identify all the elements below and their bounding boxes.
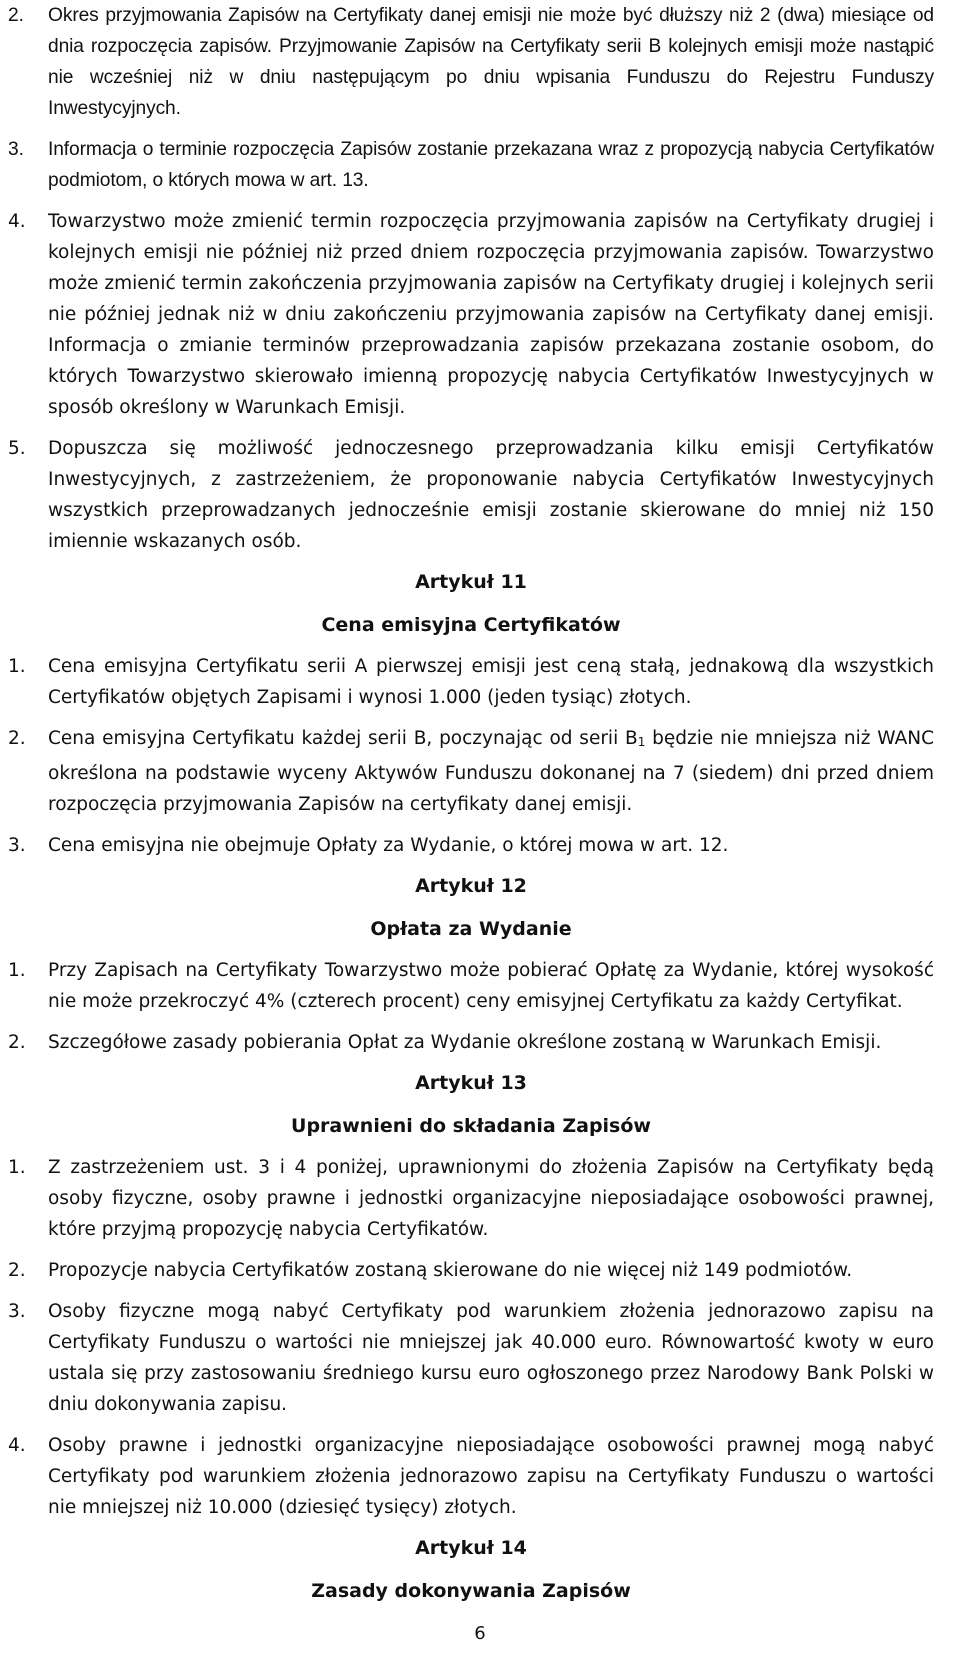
paragraph-item: [8, 1152, 934, 1245]
paragraph-text: Informacja o terminie rozpoczęcia Zapisów zostanie przekazana wraz z propozycją nabycia Certyfikatów podmiotom, o których mowa w art. 13.: [48, 139, 934, 191]
paragraph-text: Osoby prawne i jednostki organizacyjne nieposiadające osobowości prawnej mogą nabyć Certyfikaty pod warunkiem złożenia jednorazowo zapisu na Certyfikaty Funduszu o wartości nie mniejszej niż 10.000 (dziesięć tysięcy) złotych.: [48, 1435, 934, 1518]
paragraph-item: [8, 1296, 934, 1420]
paragraph-item: [8, 134, 934, 196]
paragraph-text-part: będzie nie mniejsza niż WANC określona na podstawie wyceny Aktywów Funduszu dokonanej na 7 (siedem) dni przed dniem rozpoczęcia przyjmowania Zapisów na certyfikaty danej emisji.: [48, 728, 934, 815]
paragraph-number: 2.: [8, 5, 24, 26]
paragraph-text: Przy Zapisach na Certyfikaty Towarzystwo może pobierać Opłatę za Wydanie, której wysokość nie może przekroczyć 4% (czterech procent) ceny emisyjnej Certyfikatu za każdy Certyfikat.: [48, 960, 934, 1012]
article-title: Opłata za Wydanie: [370, 918, 572, 940]
page-number: 6: [474, 1623, 486, 1644]
series-subscript: 1: [637, 735, 646, 749]
article-number: Artykuł 13: [415, 1072, 527, 1094]
paragraph-item: [8, 830, 934, 861]
paragraph-number: 5.: [8, 438, 26, 459]
paragraph-text: Propozycje nabycia Certyfikatów zostaną skierowane do nie więcej niż 149 podmiotów.: [48, 1260, 853, 1281]
paragraph-text: Cena emisyjna Certyfikatu serii A pierwszej emisji jest ceną stałą, jednakową dla wszystkich Certyfikatów objętych Zapisami i wynosi 1.000 (jeden tysiąc) złotych.: [48, 656, 934, 708]
paragraph-item: [8, 1027, 934, 1058]
article-number: Artykuł 14: [415, 1537, 527, 1559]
paragraph-item: [8, 0, 934, 124]
article-number: Artykuł 12: [415, 875, 527, 897]
paragraph-item: [8, 723, 934, 820]
paragraph-text: Osoby fizyczne mogą nabyć Certyfikaty pod warunkiem złożenia jednorazowo zapisu na Certyfikaty Funduszu o wartości nie mniejszej jak 40.000 euro. Równowartość kwoty w euro ustala się przy zastosowaniu średniego kursu euro ogłoszonego przez Narodowy Bank Polski w dniu dokonywania zapisu.: [48, 1301, 934, 1415]
paragraph-number: 3.: [8, 835, 26, 856]
paragraph-text: Okres przyjmowania Zapisów na Certyfikaty danej emisji nie może być dłuższy niż 2 (dwa) miesiące od dnia rozpoczęcia zapisów. Przyjmowanie Zapisów na Certyfikaty serii B kolejnych emisji może nastąpić nie wcześniej niż w dniu następującym po dniu wpisania Funduszu do Rejestru Funduszy Inwestycyjnych.: [48, 5, 934, 119]
article-title: Zasady dokonywania Zapisów: [311, 1580, 631, 1602]
paragraph-item: [8, 651, 934, 713]
paragraph-text: [48, 723, 934, 820]
paragraph-item: [8, 206, 934, 423]
paragraph-number: 4.: [8, 1435, 26, 1456]
article-title: Cena emisyjna Certyfikatów: [321, 614, 621, 636]
article-number: Artykuł 11: [415, 571, 527, 593]
paragraph-number: 1.: [8, 1157, 26, 1178]
paragraph-number: 3.: [8, 1301, 26, 1322]
paragraph-text: Cena emisyjna nie obejmuje Opłaty za Wydanie, o której mowa w art. 12.: [48, 835, 729, 856]
paragraph-item: [8, 433, 934, 557]
document-body: [8, 0, 934, 1617]
paragraph-text: Towarzystwo może zmienić termin rozpoczęcia przyjmowania zapisów na Certyfikaty drugiej i kolejnych emisji nie później niż przed dniem rozpoczęcia przyjmowania zapisów. Towarzystwo może zmienić termin zakończenia przyjmowania zapisów na Certyfikaty drugiej i kolejnych serii nie później jednak niż w dniu zakończeniu przyjmowania zapisów na Certyfikaty danej emisji. Informacja o zmianie terminów przeprowadzania zapisów przekazana zostanie osobom, do których Towarzystwo skierowało imienną propozycję nabycia Certyfikatów Inwestycyjnych w sposób określony w Warunkach Emisji.: [48, 211, 934, 418]
article-title: Uprawnieni do składania Zapisów: [291, 1115, 651, 1137]
paragraph-text: Szczegółowe zasady pobierania Opłat za Wydanie określone zostaną w Warunkach Emisji.: [48, 1032, 882, 1053]
paragraph-number: 1.: [8, 960, 26, 981]
paragraph-number: 2.: [8, 1032, 26, 1053]
paragraph-text: Dopuszcza się możliwość jednoczesnego przeprowadzania kilku emisji Certyfikatów Inwestycyjnych, z zastrzeżeniem, że proponowanie nabycia Certyfikatów Inwestycyjnych wszystkich przeprowadzanych jednocześnie emisji zostanie skierowane do mniej niż 150 imiennie wskazanych osób.: [48, 438, 934, 552]
paragraph-number: 2.: [8, 728, 26, 749]
paragraph-number: 3.: [8, 139, 24, 160]
paragraph-number: 1.: [8, 656, 26, 677]
paragraph-number: 2.: [8, 1260, 26, 1281]
paragraph-text-part: Cena emisyjna Certyfikatu każdej serii B, poczynając od serii B: [48, 728, 638, 749]
paragraph-text: Z zastrzeżeniem ust. 3 i 4 poniżej, uprawnionymi do złożenia Zapisów na Certyfikaty będą osoby fizyczne, osoby prawne i jednostki organizacyjne nieposiadające osobowości prawnej, które przyjmą propozycję nabycia Certyfikatów.: [48, 1157, 934, 1240]
paragraph-item: [8, 1430, 934, 1523]
paragraph-number: 4.: [8, 211, 26, 232]
paragraph-item: [8, 1255, 934, 1286]
paragraph-item: [8, 955, 934, 1017]
